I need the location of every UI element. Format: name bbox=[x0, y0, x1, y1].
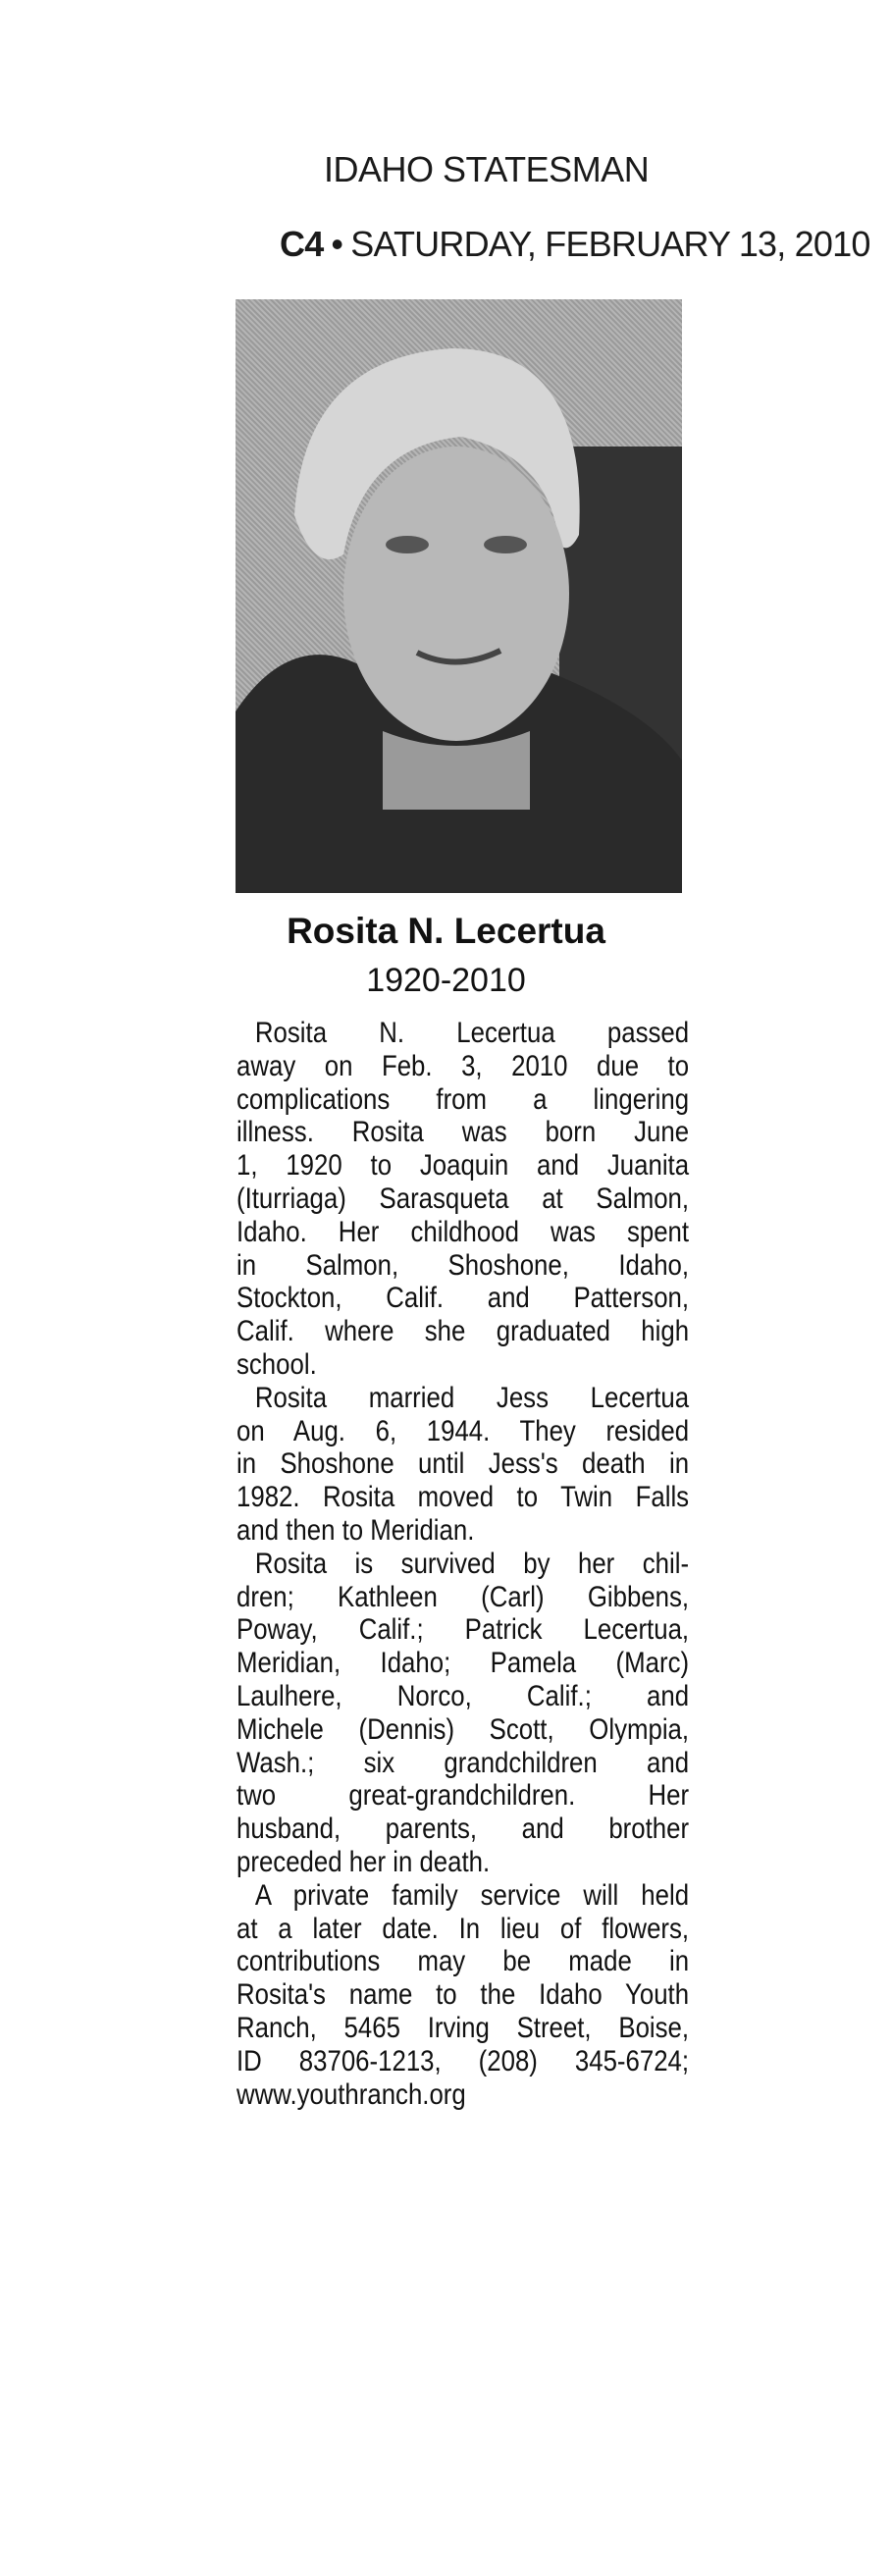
text-line: two great-grandchildren. Her bbox=[236, 1779, 690, 1813]
obituary-paragraph bbox=[236, 1382, 689, 1548]
text-line: 1, 1920 to Joaquin and Juanita bbox=[236, 1149, 690, 1183]
text-line: away on Feb. 3, 2010 due to bbox=[236, 1049, 690, 1082]
text-line: Rosita is survived by her chil- bbox=[254, 1547, 690, 1580]
text-line: Michele (Dennis) Scott, Olympia, bbox=[236, 1712, 690, 1746]
text-line: illness. Rosita was born June bbox=[236, 1116, 690, 1149]
life-years: 1920-2010 bbox=[366, 962, 526, 999]
text-line: ID 83706-1213, (208) 345-6724; bbox=[236, 2044, 690, 2077]
text-line: Ranch, 5465 Irving Street, Boise, bbox=[236, 2011, 690, 2044]
dateline bbox=[280, 224, 870, 265]
obituary-paragraph bbox=[236, 1017, 689, 1382]
text-line: at a later date. In lieu of flowers, bbox=[236, 1912, 690, 1945]
text-line: Poway, Calif.; Patrick Lecertua, bbox=[236, 1613, 690, 1647]
text-line: (Iturriaga) Sarasqueta at Salmon, bbox=[236, 1182, 690, 1215]
text-line: Rosita's name to the Idaho Youth bbox=[236, 1978, 690, 2012]
portrait-photo bbox=[236, 299, 682, 893]
text-line: preceded her in death. bbox=[236, 1845, 491, 1878]
text-line: 1982. Rosita moved to Twin Falls bbox=[236, 1481, 690, 1514]
text-line: A private family service will held bbox=[254, 1878, 690, 1912]
page-number: C4 bbox=[280, 224, 324, 264]
publication-name: IDAHO STATESMAN bbox=[324, 149, 650, 189]
text-line: Rosita N. Lecertua passed bbox=[254, 1017, 690, 1049]
text-line: Rosita married Jess Lecertua bbox=[254, 1381, 690, 1414]
deceased-name: Rosita N. Lecertua bbox=[287, 911, 605, 951]
text-line: Meridian, Idaho; Pamela (Marc) bbox=[236, 1647, 690, 1680]
separator: • bbox=[331, 224, 343, 264]
text-line: and then to Meridian. bbox=[236, 1513, 475, 1547]
text-line: school. bbox=[236, 1347, 317, 1381]
issue-date: SATURDAY, FEBRUARY 13, 2010 bbox=[350, 224, 870, 264]
obituary-paragraph bbox=[236, 1879, 689, 2112]
text-line: dren; Kathleen (Carl) Gibbens, bbox=[236, 1580, 690, 1613]
text-line: Idaho. Her childhood was spent bbox=[236, 1215, 690, 1248]
obituary-paragraph bbox=[236, 1548, 689, 1879]
text-line: on Aug. 6, 1944. They resided bbox=[236, 1414, 690, 1447]
text-line: Stockton, Calif. and Patterson, bbox=[236, 1282, 690, 1315]
text-line: in Shoshone until Jess's death in bbox=[236, 1447, 690, 1481]
obituary-text bbox=[236, 1017, 689, 2111]
text-line: Calif. where she graduated high bbox=[236, 1315, 690, 1348]
text-line: husband, parents, and brother bbox=[236, 1813, 690, 1846]
text-line: contributions may be made in bbox=[236, 1945, 690, 1978]
text-line: www.youthranch.org bbox=[236, 2077, 466, 2111]
text-line: Laulhere, Norco, Calif.; and bbox=[236, 1679, 690, 1712]
text-line: complications from a lingering bbox=[236, 1082, 690, 1116]
text-line: Wash.; six grandchildren and bbox=[236, 1746, 690, 1779]
text-line: in Salmon, Shoshone, Idaho, bbox=[236, 1248, 690, 1282]
